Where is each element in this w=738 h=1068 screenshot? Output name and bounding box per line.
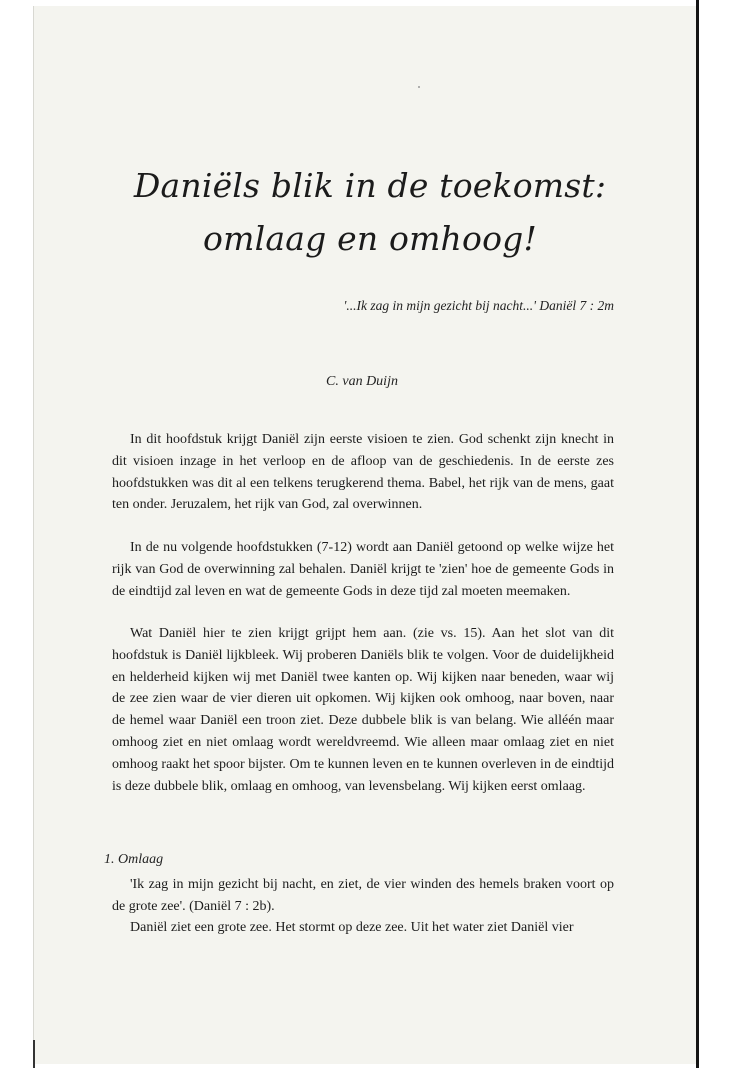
page-edge-shadow <box>696 0 699 1068</box>
section-heading: 1. Omlaag <box>104 852 164 867</box>
paragraph-3: Wat Daniël hier te zien krijgt grijpt hem aan. (zie vs. 15). Aan het slot van dit hoofdstuk is Daniël lijkbleek. Wij proberen Daniëls blik te volgen. Voor de duidelijkheid en helderheid kijken wij met Daniël twee kanten op. Wij kijken naar beneden, waar wij de zee zien waar de vier dieren uit opkomen. Wij kijken ook omhoog, naar boven, naar de hemel waar Daniël een troon ziet. Deze dubbele blik is van belang. Wie alléén maar omhoog ziet en niet omlaag wordt wereldvreemd. Wie alleen maar omlaag ziet en niet omhoog raakt het spoor bijster. Om te kunnen leven en te kunnen overleven in de eindtijd is deze dubbele blik, omlaag en omhoog, van levensbelang. Wij kijken eerst omlaag. <box>112 626 614 794</box>
paper-speck <box>418 86 420 88</box>
paragraph-2: In de nu volgende hoofdstukken (7-12) wordt aan Daniël getoond op welke wijze het rijk van God de overwinning zal behalen. Daniël krijgt te 'zien' hoe de gemeente Gods in de eindtijd zal leven en wat de gemeente Gods in deze tijd zal moeten meemaken. <box>112 540 614 599</box>
page-edge-left <box>33 1040 35 1068</box>
chapter-title-line-2: omlaag en omhoog! <box>203 219 537 258</box>
paragraph-1: In dit hoofdstuk krijgt Daniël zijn eerste visioen te zien. God schenkt zijn knecht in dit visioen inzage in het verloop en de afloop van de geschiedenis. In de eerste zes hoofdstukken was dit al een telkens terugkerend thema. Babel, het rijk van de mens, gaat ten onder. Jeruzalem, het rijk van God, zal overwinnen. <box>112 432 614 513</box>
chapter-title-line-1: Daniëls blik in de toekomst: <box>133 166 607 205</box>
author-name: C. van Duijn <box>326 374 398 389</box>
section-paragraph-2: Daniël ziet een grote zee. Het stormt op deze zee. Uit het water ziet Daniël vier <box>130 920 574 935</box>
epigraph: '...Ik zag in mijn gezicht bij nacht...' Daniël 7 : 2m <box>343 298 614 313</box>
section-paragraph-1: 'Ik zag in mijn gezicht bij nacht, en ziet, de vier winden des hemels braken voort op de grote zee'. (Daniël 7 : 2b). <box>112 877 614 914</box>
